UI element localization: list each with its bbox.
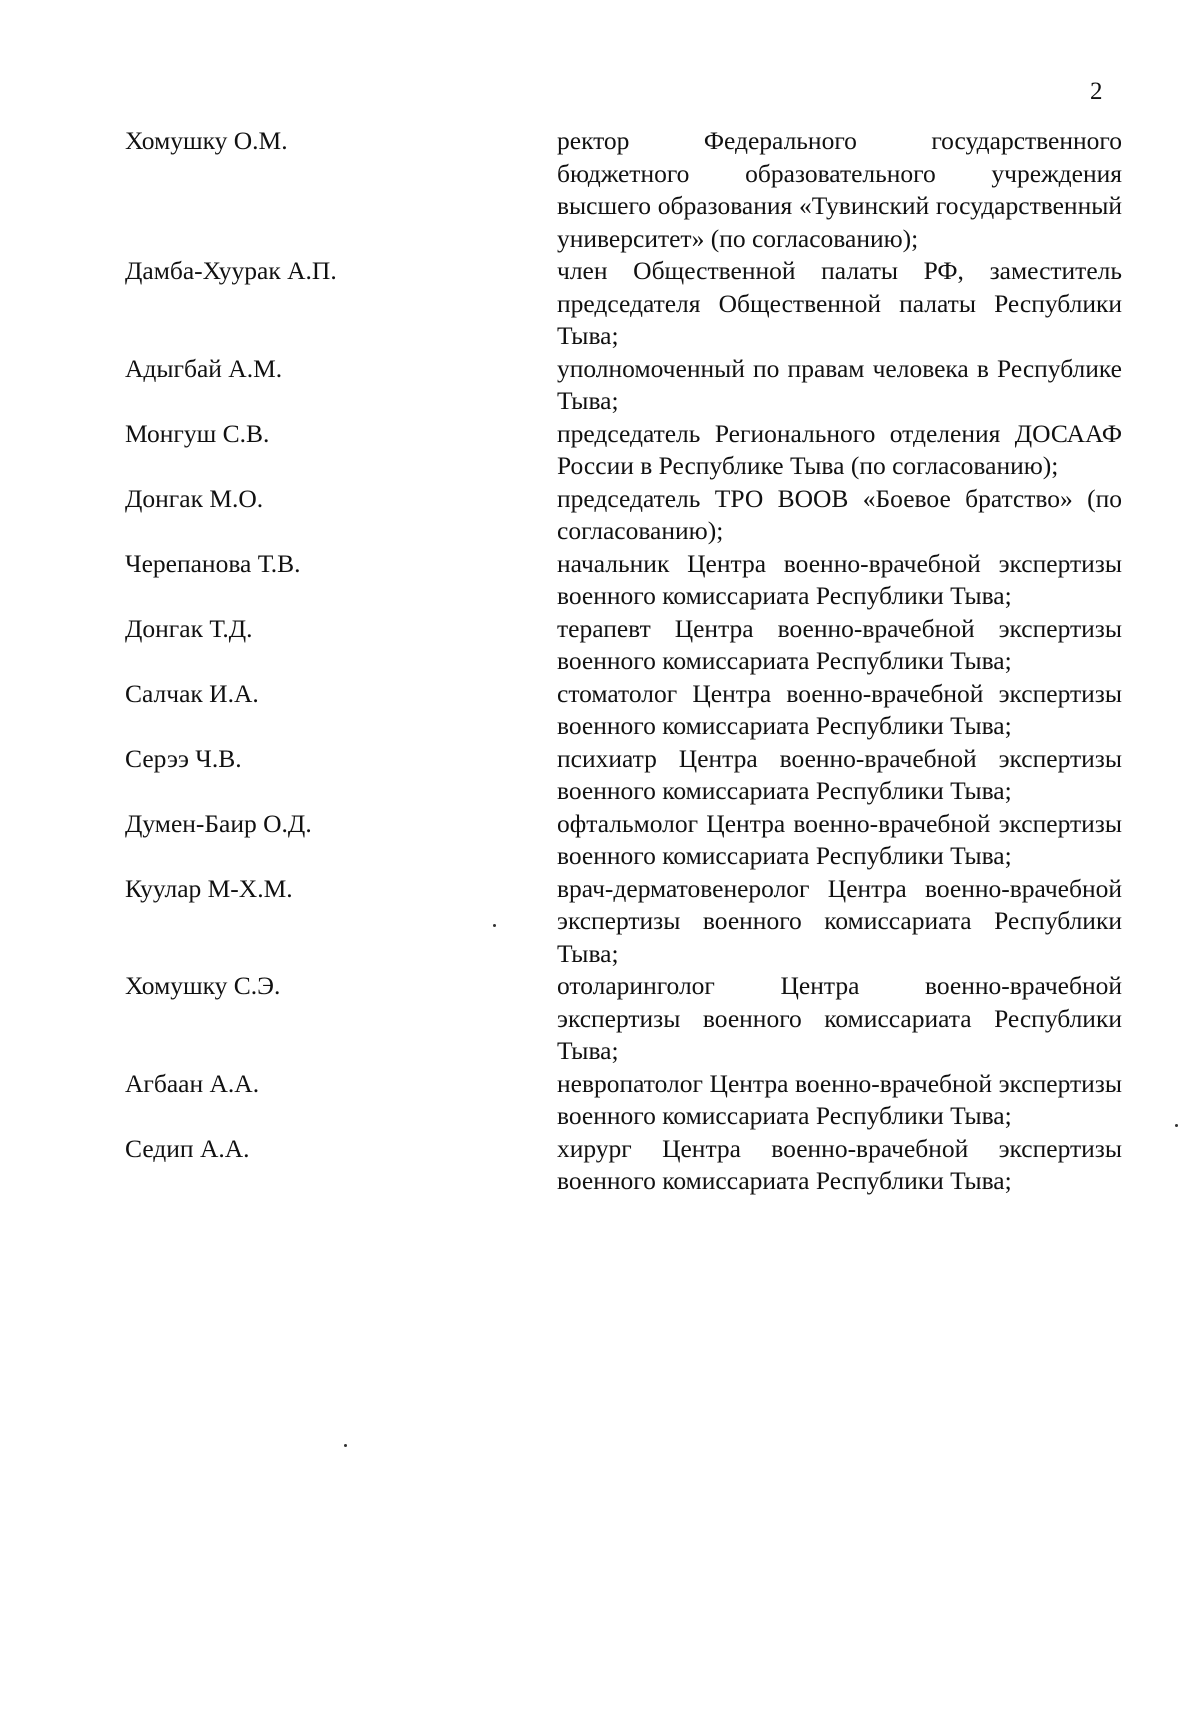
- member-name: Донгак М.О.: [125, 483, 264, 513]
- member-position: невропатолог Центра военно-врачебной экспертизы военного комиссариата Республики Тыва;: [557, 1068, 1122, 1130]
- member-position: отоларинголог Центра военно-врачебной экспертизы военного комиссариата Республики Тыва;: [557, 971, 1122, 1065]
- member-position: начальник Центра военно-врачебной экспертизы военного комиссариата Республики Тыва;: [557, 548, 1122, 610]
- member-name: Салчак И.А.: [125, 678, 259, 708]
- member-name: Адыгбай А.М.: [125, 353, 283, 383]
- member-row: [125, 808, 1130, 873]
- member-name: Хомушку С.Э.: [125, 971, 281, 1000]
- member-name: Донгак Т.Д.: [125, 613, 253, 643]
- member-position: терапевт Центра военно-врачебной экспертизы военного комиссариата Республики Тыва;: [557, 613, 1122, 675]
- member-position: офтальмолог Центра военно-врачебной экспертизы военного комиссариата Республики Тыва;: [557, 808, 1122, 870]
- member-row: [125, 353, 1130, 418]
- member-row: [125, 483, 1130, 548]
- scan-speck: [493, 924, 496, 927]
- member-row: [125, 1068, 1130, 1133]
- member-name: Черепанова Т.В.: [125, 548, 301, 578]
- page-number: 2: [1090, 78, 1103, 105]
- scan-speck: [344, 1444, 347, 1447]
- member-row: [125, 873, 1130, 971]
- member-position: уполномоченный по правам человека в Республике Тыва;: [557, 353, 1122, 415]
- member-name: Думен-Баир О.Д.: [125, 808, 312, 838]
- members-list: [125, 125, 1130, 1198]
- member-row: [125, 125, 1130, 255]
- member-position: председатель Регионального отделения ДОСААФ России в Республике Тыва (по согласованию);: [557, 418, 1122, 480]
- member-row: [125, 743, 1130, 808]
- member-row: [125, 418, 1130, 483]
- member-name: Серээ Ч.В.: [125, 743, 242, 773]
- member-position: врач-дерматовенеролог Центра военно-врачебной экспертизы военного комиссариата Республики Тыва;: [557, 873, 1122, 968]
- member-position: ректор Федерального государственного бюджетного образовательного учреждения высшего образования «Тувинский государственный университет» (по согласованию);: [557, 126, 1122, 253]
- member-name: Седип А.А.: [125, 1133, 250, 1163]
- member-position: психиатр Центра военно-врачебной экспертизы военного комиссариата Республики Тыва;: [557, 743, 1122, 805]
- member-row: [125, 678, 1130, 743]
- member-position: член Общественной палаты РФ, заместитель председателя Общественной палаты Республики Тыва;: [557, 256, 1122, 350]
- member-row: [125, 1133, 1130, 1198]
- member-name: Хомушку О.М.: [125, 126, 288, 155]
- scan-speck: [1175, 1124, 1178, 1127]
- member-row: [125, 970, 1130, 1068]
- member-row: [125, 613, 1130, 678]
- member-row: [125, 255, 1130, 353]
- member-name: Дамба-Хуурак А.П.: [125, 256, 337, 285]
- member-name: Куулар М-Х.М.: [125, 873, 293, 903]
- member-position: хирург Центра военно-врачебной экспертизы военного комиссариата Республики Тыва;: [557, 1133, 1122, 1195]
- member-position: стоматолог Центра военно-врачебной экспертизы военного комиссариата Республики Тыва;: [557, 678, 1122, 740]
- member-name: Агбаан А.А.: [125, 1068, 260, 1098]
- member-name: Монгуш С.В.: [125, 418, 270, 448]
- member-position: председатель ТРО ВООВ «Боевое братство» (по согласованию);: [557, 483, 1122, 545]
- member-row: [125, 548, 1130, 613]
